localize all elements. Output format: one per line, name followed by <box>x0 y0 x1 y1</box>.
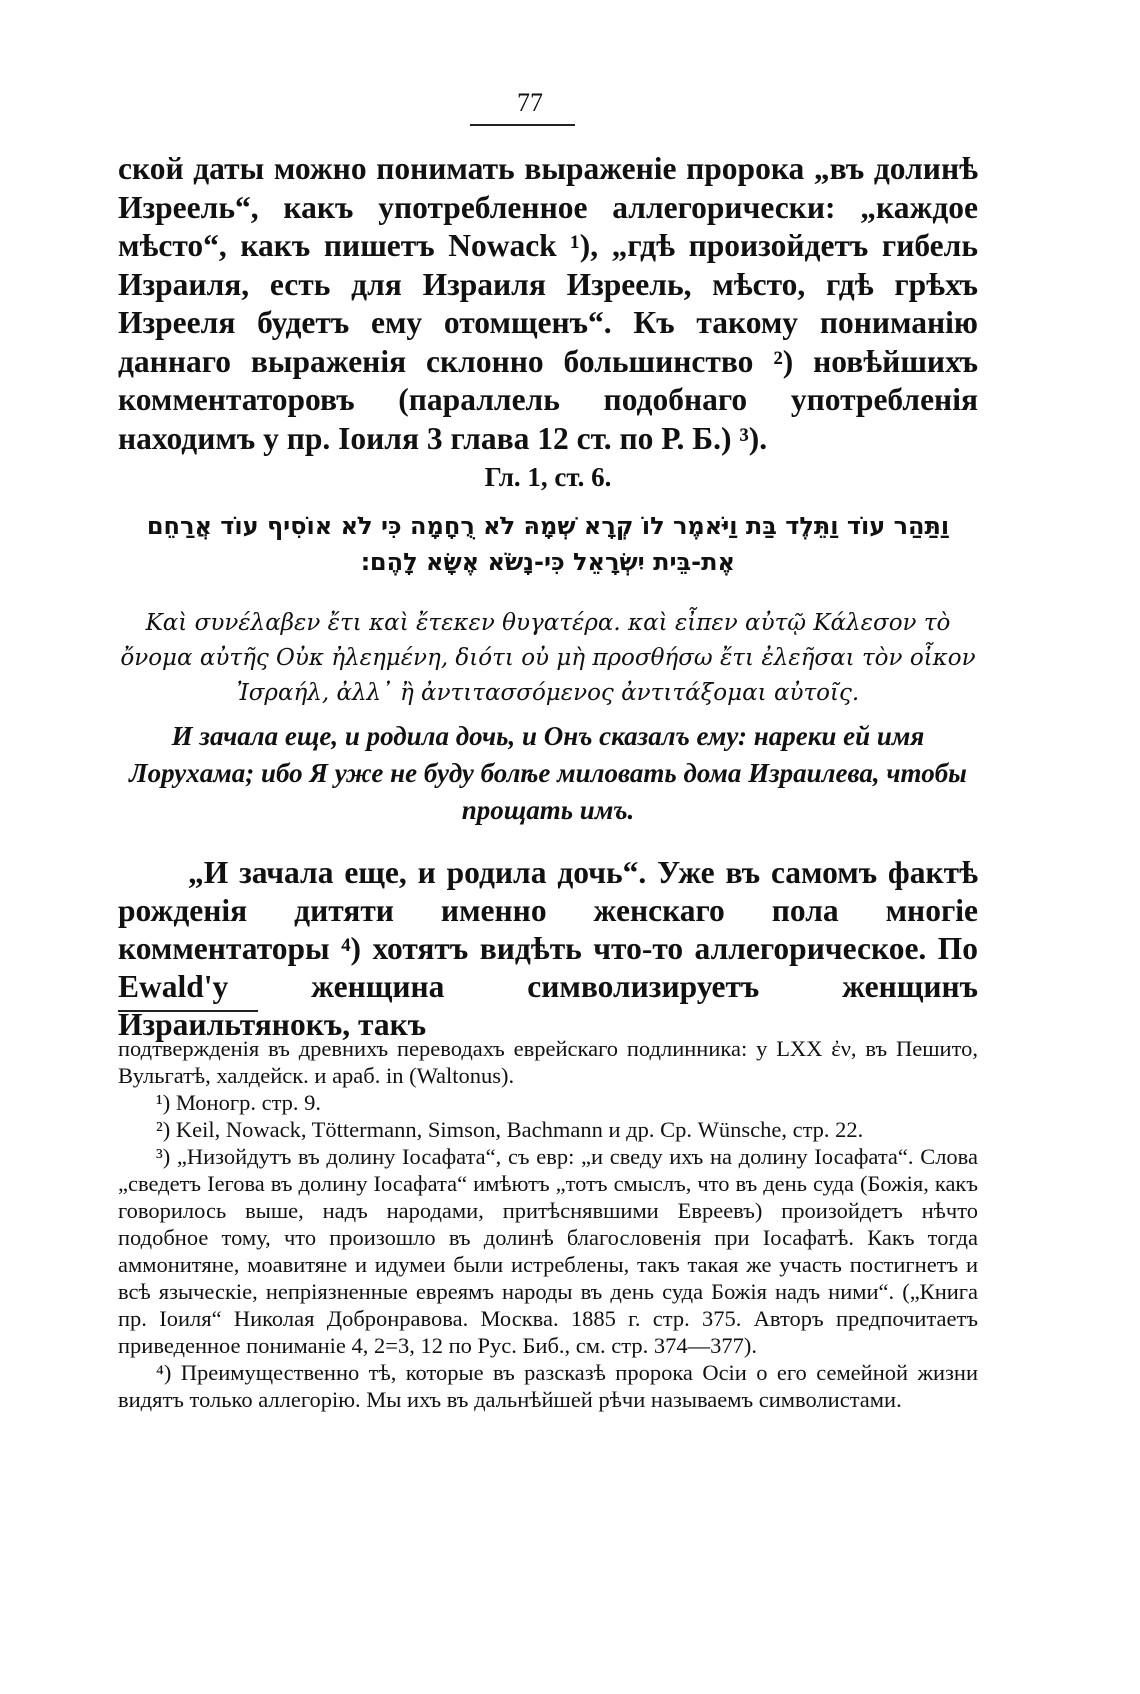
commentary-paragraph <box>118 854 978 1044</box>
hebrew-verse: וַתַּהַר עוֹד וַתֵּלֶד בַּת וַיֹּאמֶר לוֹ קְרָא שְׁמָהּ לֹא רֻחָמָה כִּי לֹא אוֹסִיף עוֹד אֲרַחֵם אֶת-בֵּית יִשְׂרָאֵל כִּי-נָשֹׂא אֶשָּׂא לָהֶם׃ <box>146 512 950 576</box>
footnote-1: ¹) Моногр. стр. 9. <box>156 1090 322 1115</box>
russian-translation: И зачала еще, и родила дочь, и Онъ сказалъ ему: нареки ей имя Лоруxама; ибо Я уже не буду болѣе миловать дома Израилева, чтобы прощать имъ. <box>129 721 967 825</box>
main-paragraph-text: ской даты можно понимать выраженіе пророка „въ долинѣ Изреель“, какъ употребленное аллегорически: „каждое мѣсто“, какъ пишетъ Nowack ¹), „гдѣ произойдетъ гибель Израиля, есть для Израиля Изреель, мѣсто, гдѣ грѣхъ Изрееля будетъ ему отомщенъ“. Къ такому пониманію даннаго выраженія склонно большинство ²) новѣйшихъ комментаторовъ (параллель подобнаго употребленія находимъ у пр. Іоиля 3 глава 12 ст. по Р. Б.) ³). <box>118 151 978 456</box>
page-number: 77 <box>517 88 543 117</box>
footnotes <box>118 1035 978 1413</box>
footnote-3: ³) „Низойдутъ въ долину Іосафата“, съ евр: „и сведу ихъ на долину Іосафата“. Слова „сведетъ Іегова въ долину Іосафата“ имѣютъ „тотъ смыслъ, что въ день суда (Божія, какъ говорилось выше, надъ народами, притѣснявшими Евреевъ) произойдетъ нѣчто подобное тому, что произошло въ долинѣ благословенія при Іосафатѣ. Какъ тогда аммонитяне, моавитяне и идумеи были истреблены, такъ такая же участь постигнетъ и всѣ языческіе, непріязненные евреямъ народы въ день суда Божія надъ ними“. („Книга пр. Іоиля“ Николая Добронравова. Москва. 1885 г. стр. 375. Авторъ предпочитаетъ приведенное пониманіе 4, 2=3, 12 по Рус. Биб., см. стр. 374—377). <box>118 1144 978 1358</box>
footnote-continuation: подтвержденія въ древнихъ переводахъ еврейскаго подлинника: у LXX ἐν, въ Пешито, Вульгатѣ, халдейск. и араб. in (Waltonus). <box>118 1036 978 1088</box>
main-paragraph <box>118 150 978 458</box>
commentary-text: „И зачала еще, и родила дочь“. Уже въ самомъ фактѣ рожденія дитяти именно женскаго пола многіе комментаторы ⁴) хотятъ видѣть что-то аллегорическое. По Ewald'у женщина символизируетъ женщинъ Израильтянокъ, такъ <box>118 855 978 1042</box>
greek-verse: Καὶ συνέλαβεν ἔτι καὶ ἔτεκεν θυγατέρα. καὶ εἶπεν αὐτῷ Κάλεσον τὸ ὄνομα αὐτῆς Οὐκ ἠλεημένη, διότι οὐ μὴ προσθήσω ἔτι ἐλεῆσαι τὸν οἶκον Ἰσραήλ, ἀλλ᾽ ἢ ἀντιτασσόμενος ἀντιτάξομαι αὐτοῖς. <box>120 610 976 706</box>
footnote-2: ²) Keil, Nowack, Töttermann, Simson, Bachmann и др. Ср. Wünsche, стр. 22. <box>156 1117 864 1142</box>
footnote-rule <box>118 1010 258 1012</box>
page-number-rule <box>470 124 575 126</box>
chapter-heading: Гл. 1, ст. 6. <box>484 462 612 492</box>
footnote-4: ⁴) Преимущественно тѣ, которые въ разсказѣ пророка Осіи о его семейной жизни видятъ только аллегорію. Мы ихъ въ дальнѣйшей рѣчи называемъ символистами. <box>118 1360 978 1412</box>
